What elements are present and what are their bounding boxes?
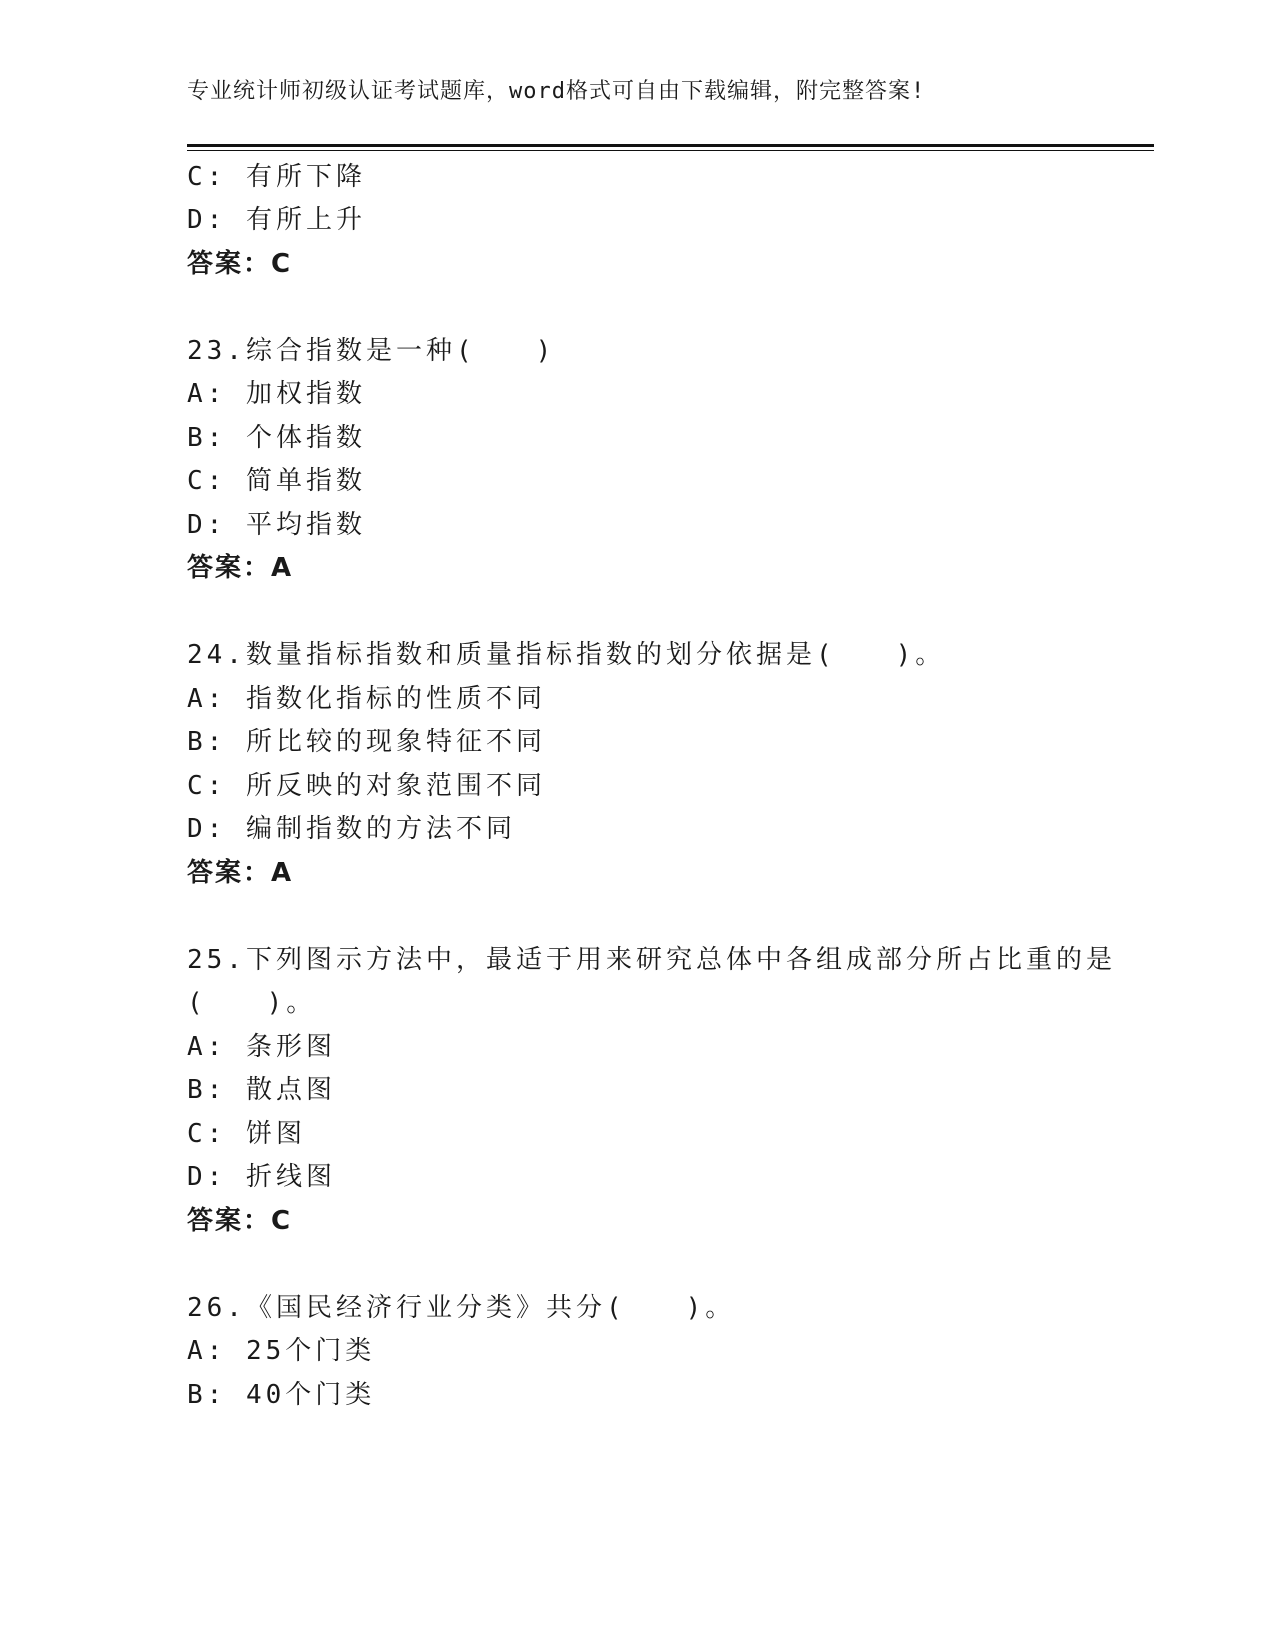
q25-option-d: D: 折线图	[187, 1162, 336, 1192]
q25-stem-continuation: ( )。	[187, 988, 317, 1018]
q22-option-c: C: 有所下降	[187, 162, 366, 192]
q24-option-b: B: 所比较的现象特征不同	[187, 727, 546, 757]
q23-option-b: B: 个体指数	[187, 423, 366, 453]
q23-option-d: D: 平均指数	[187, 510, 366, 540]
q23-option-a: A: 加权指数	[187, 379, 366, 409]
q24-stem: 24.数量指标指数和质量指标指数的划分依据是( )。	[187, 640, 946, 670]
q24-option-a: A: 指数化指标的性质不同	[187, 684, 546, 714]
page-header: 专业统计师初级认证考试题库，word格式可自由下载编辑，附完整答案!	[187, 79, 926, 104]
q22-answer: 答案：C	[187, 249, 293, 279]
q26-option-b: B: 40个门类	[187, 1380, 376, 1410]
q24-option-d: D: 编制指数的方法不同	[187, 814, 516, 844]
q23-answer: 答案：A	[187, 553, 294, 583]
q26-stem: 26.《国民经济行业分类》共分( )。	[187, 1293, 736, 1323]
q25-option-c: C: 饼图	[187, 1119, 306, 1149]
q24-answer: 答案：A	[187, 858, 294, 888]
q25-option-b: B: 散点图	[187, 1075, 336, 1105]
q24-option-c: C: 所反映的对象范围不同	[187, 771, 546, 801]
q26-option-a: A: 25个门类	[187, 1336, 376, 1366]
q23-option-c: C: 简单指数	[187, 466, 366, 496]
q25-option-a: A: 条形图	[187, 1032, 336, 1062]
header-rule-thin	[187, 150, 1154, 151]
q25-stem: 25.下列图示方法中，最适于用来研究总体中各组成部分所占比重的是	[187, 945, 1116, 975]
header-rule-thick	[187, 144, 1154, 147]
q22-option-d: D: 有所上升	[187, 205, 366, 235]
q23-stem: 23.综合指数是一种( )	[187, 336, 556, 366]
q25-answer: 答案：C	[187, 1206, 293, 1236]
